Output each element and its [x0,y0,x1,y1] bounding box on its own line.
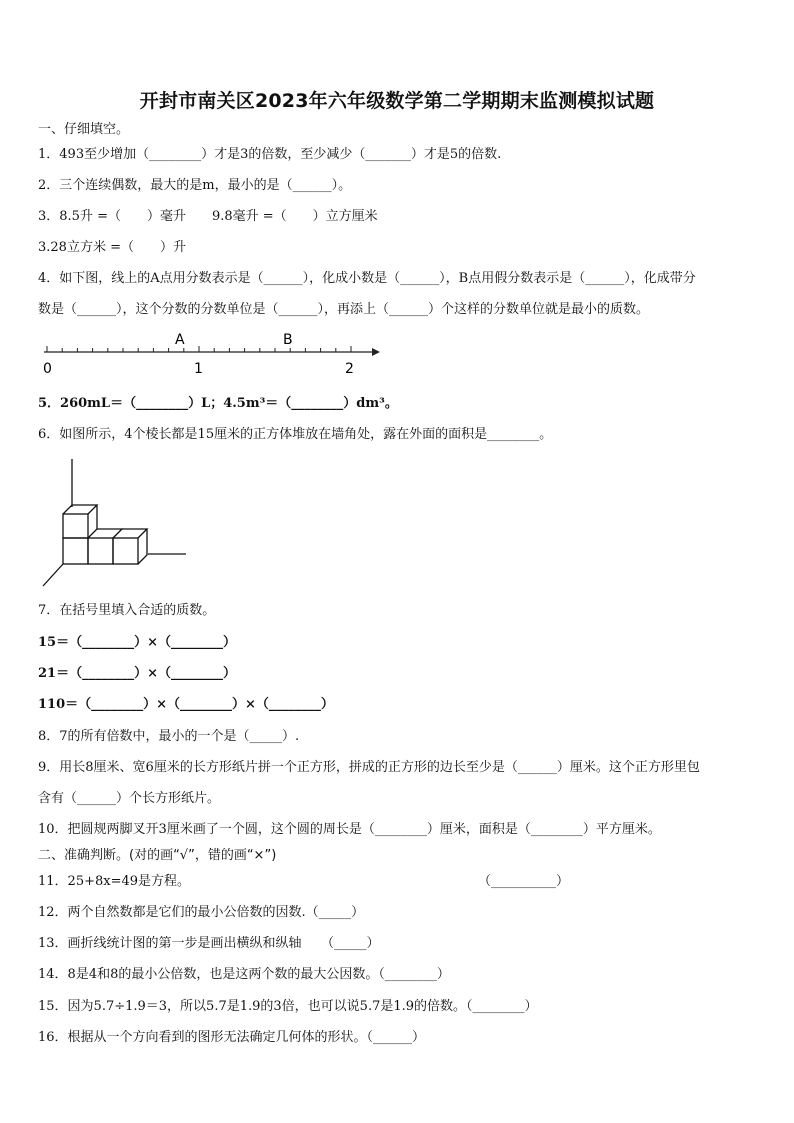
question-11-blank: （__________） [478,874,570,889]
question-7c: 110＝（________）×（________）×（________） [38,697,334,712]
question-13: 13．画折线统计图的第一步是画出横纵和纵轴 （_____） [38,936,380,951]
question-7b: 21＝（________）×（________） [38,666,236,681]
question-3b: 3.28立方米 =（ ）升 [38,240,186,255]
section-true-false: 二、准确判断。(对的画“√”，错的画“×”) [38,848,277,863]
question-7a: 15＝（________）×（________） [38,635,236,650]
number-line-figure [38,328,388,378]
point-a-label: A [175,332,185,348]
question-11: 11．25+8x=49是方程。 [38,874,191,889]
question-16: 16．根据从一个方向看到的图形无法确定几何体的形状。（______） [38,1030,426,1045]
page-title: 开封市南关区2023年六年级数学第二学期期末监测模拟试题 [139,90,655,112]
question-2: 2．三个连续偶数，最大的是m，最小的是（______）。 [38,178,352,193]
question-7: 7．在括号里填入合适的质数。 [38,603,216,618]
question-9b: 含有（______）个长方形纸片。 [38,791,221,806]
cube-corner-figure [38,455,193,590]
question-5: 5．260mL＝（________）L；4.5m³＝（________）dm³。 [38,396,398,411]
question-6: 6．如图所示，4个棱长都是15厘米的正方体堆放在墙角处，露在外面的面积是________。 [38,427,553,442]
question-4a: 4．如下图，线上的A点用分数表示是（______），化成小数是（______），B点用假分数表示是（______），化成带分 [38,271,696,286]
tick-label-1: 1 [194,361,203,377]
section-fill-in: 一、仔细填空。 [38,122,130,137]
question-9a: 9．用长8厘米、宽6厘米的长方形纸片拼一个正方形，拼成的正方形的边长至少是（______）厘米。这个正方形里包 [38,760,700,775]
question-1: 1．493至少增加（________）才是3的倍数，至少减少（_______）才是5的倍数. [38,147,502,162]
question-10: 10．把圆规两脚叉开3厘米画了一个圆，这个圆的周长是（________）厘米，面积是（________）平方厘米。 [38,822,661,837]
point-b-label: B [283,332,293,348]
tick-label-0: 0 [43,361,52,377]
question-4b: 数是（______），这个分数的分数单位是（______），再添上（______）个这样的分数单位就是最小的质数。 [38,302,650,317]
question-14: 14．8是4和8的最小公倍数，也是这两个数的最大公因数。（________） [38,967,450,982]
question-15: 15．因为5.7÷1.9＝3，所以5.7是1.9的3倍，也可以说5.7是1.9的倍数。（________） [38,999,538,1014]
tick-label-2: 2 [345,361,354,377]
question-12: 12．两个自然数都是它们的最小公倍数的因数.（_____） [38,905,365,920]
question-3a: 3．8.5升 =（ ）毫升 9.8毫升 =（ ）立方厘米 [38,209,378,224]
question-8: 8．7的所有倍数中，最小的一个是（_____）. [38,729,300,744]
